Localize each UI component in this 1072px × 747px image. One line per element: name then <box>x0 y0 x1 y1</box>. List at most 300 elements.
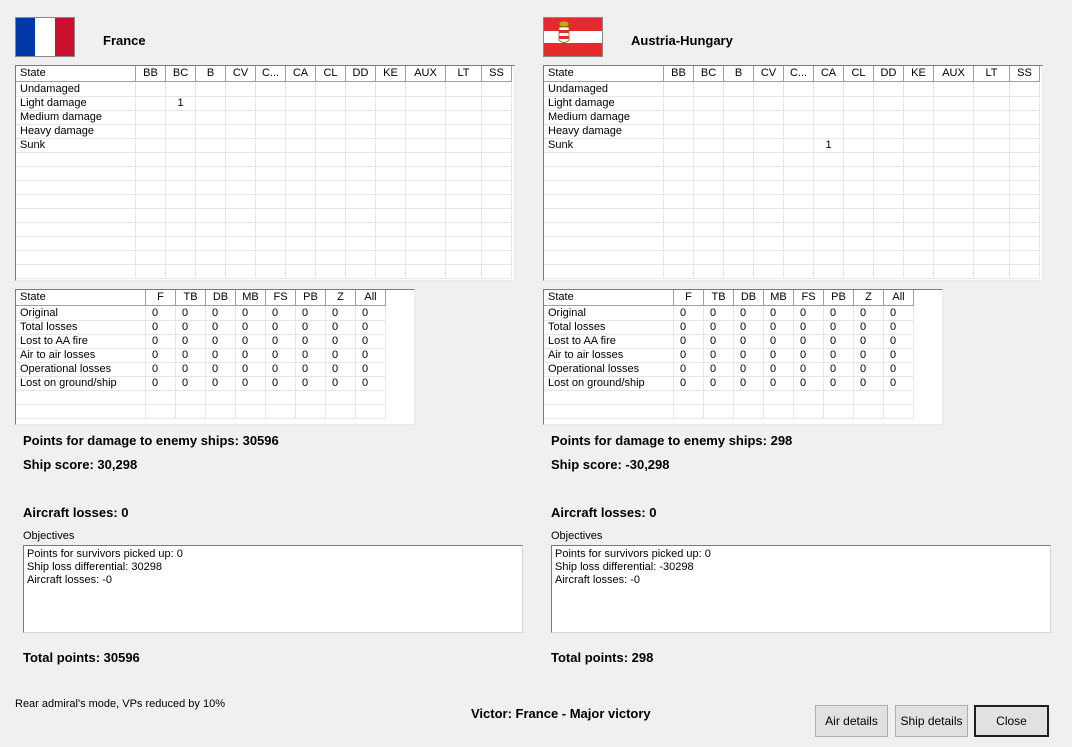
row-value-cell <box>784 223 814 237</box>
table-row[interactable] <box>16 83 512 97</box>
row-value-cell: 0 <box>266 335 296 349</box>
row-value-cell <box>226 237 256 251</box>
row-value-cell <box>286 97 316 111</box>
row-value-cell <box>874 251 904 265</box>
row-value-cell: 0 <box>356 377 386 391</box>
row-value-cell <box>482 125 512 139</box>
ship-damage-table-left[interactable] <box>15 65 515 281</box>
table-row[interactable] <box>16 139 512 153</box>
table-row[interactable] <box>544 335 914 349</box>
column-header[interactable]: DB <box>734 290 764 306</box>
row-value-cell <box>406 209 446 223</box>
row-value-cell <box>974 195 1010 209</box>
row-state-cell <box>16 251 136 265</box>
table-row[interactable] <box>544 321 914 335</box>
row-value-cell: 0 <box>266 349 296 363</box>
row-value-cell <box>824 391 854 405</box>
column-header[interactable]: CA <box>286 66 316 82</box>
row-value-cell <box>376 153 406 167</box>
row-value-cell <box>256 237 286 251</box>
row-value-cell <box>196 209 226 223</box>
row-value-cell: 0 <box>236 335 266 349</box>
row-value-cell: 0 <box>176 363 206 377</box>
row-value-cell <box>974 125 1010 139</box>
row-value-cell <box>814 153 844 167</box>
row-value-cell <box>136 167 166 181</box>
row-value-cell <box>904 167 934 181</box>
row-value-cell <box>136 251 166 265</box>
column-header[interactable]: CV <box>226 66 256 82</box>
row-value-cell <box>196 153 226 167</box>
row-value-cell <box>784 111 814 125</box>
row-value-cell: 0 <box>884 335 914 349</box>
row-value-cell: 0 <box>266 321 296 335</box>
row-value-cell <box>166 153 196 167</box>
ship-table-header <box>16 66 512 82</box>
row-value-cell <box>226 97 256 111</box>
row-state-cell <box>544 209 664 223</box>
row-value-cell <box>884 391 914 405</box>
row-value-cell <box>1010 97 1040 111</box>
table-row[interactable] <box>544 153 1040 167</box>
row-value-cell <box>724 139 754 153</box>
column-header[interactable]: CL <box>316 66 346 82</box>
row-value-cell <box>874 223 904 237</box>
column-header[interactable]: State <box>544 290 674 306</box>
row-value-cell: 0 <box>176 307 206 321</box>
row-value-cell <box>406 181 446 195</box>
row-value-cell <box>286 111 316 125</box>
row-value-cell <box>446 223 482 237</box>
row-value-cell <box>136 139 166 153</box>
table-row[interactable] <box>544 307 914 321</box>
close-button[interactable]: Close <box>974 705 1049 737</box>
row-state-cell <box>16 195 136 209</box>
row-value-cell <box>814 223 844 237</box>
row-value-cell <box>934 111 974 125</box>
ship-damage-table-right[interactable] <box>543 65 1043 281</box>
row-value-cell <box>974 209 1010 223</box>
row-value-cell: 0 <box>764 335 794 349</box>
row-value-cell <box>724 83 754 97</box>
row-value-cell <box>286 181 316 195</box>
table-row[interactable] <box>16 195 512 209</box>
row-value-cell <box>406 223 446 237</box>
row-value-cell <box>664 251 694 265</box>
row-value-cell: 0 <box>674 321 704 335</box>
table-row[interactable] <box>544 349 914 363</box>
row-value-cell <box>316 167 346 181</box>
objectives-box-right[interactable] <box>551 545 1051 633</box>
row-value-cell <box>236 391 266 405</box>
column-header[interactable]: Z <box>326 290 356 306</box>
row-value-cell <box>136 97 166 111</box>
column-header[interactable]: AUX <box>406 66 446 82</box>
row-value-cell <box>1010 265 1040 279</box>
row-value-cell: 0 <box>704 349 734 363</box>
table-row[interactable] <box>16 405 386 419</box>
column-header[interactable]: DD <box>874 66 904 82</box>
column-header[interactable]: BC <box>694 66 724 82</box>
row-value-cell: 0 <box>824 377 854 391</box>
column-header[interactable]: State <box>16 66 136 82</box>
row-state-cell <box>16 265 136 279</box>
row-value-cell: 0 <box>794 377 824 391</box>
table-row[interactable] <box>16 153 512 167</box>
row-value-cell: 0 <box>854 349 884 363</box>
row-value-cell <box>446 111 482 125</box>
table-row[interactable] <box>544 111 1040 125</box>
austria-hungary-flag-graphic <box>544 18 602 56</box>
row-value-cell <box>196 265 226 279</box>
table-row[interactable] <box>544 405 914 419</box>
row-state-cell: Light damage <box>16 97 136 111</box>
column-header[interactable]: SS <box>1010 66 1040 82</box>
row-value-cell <box>286 139 316 153</box>
row-value-cell <box>784 167 814 181</box>
row-value-cell <box>166 111 196 125</box>
table-row[interactable] <box>16 391 386 405</box>
row-value-cell <box>694 223 724 237</box>
row-value-cell <box>814 237 844 251</box>
column-header[interactable]: C... <box>256 66 286 82</box>
row-value-cell <box>316 153 346 167</box>
column-header[interactable]: State <box>16 290 146 306</box>
table-row[interactable] <box>16 307 386 321</box>
row-value-cell <box>904 223 934 237</box>
row-value-cell <box>724 153 754 167</box>
row-value-cell <box>934 237 974 251</box>
table-row[interactable] <box>16 111 512 125</box>
row-value-cell: 0 <box>206 321 236 335</box>
row-state-cell <box>544 405 674 419</box>
row-value-cell: 0 <box>794 307 824 321</box>
table-row[interactable] <box>544 195 1040 209</box>
row-value-cell <box>844 265 874 279</box>
row-value-cell <box>286 237 316 251</box>
table-row[interactable] <box>16 265 512 279</box>
column-header[interactable]: FS <box>794 290 824 306</box>
table-row[interactable] <box>16 237 512 251</box>
row-value-cell <box>166 125 196 139</box>
column-header[interactable]: LT <box>446 66 482 82</box>
row-value-cell <box>794 405 824 419</box>
row-value-cell <box>1010 139 1040 153</box>
column-header[interactable]: C... <box>784 66 814 82</box>
row-value-cell <box>346 153 376 167</box>
row-value-cell <box>316 97 346 111</box>
row-value-cell <box>1010 237 1040 251</box>
table-row[interactable] <box>16 251 512 265</box>
row-value-cell <box>406 153 446 167</box>
column-header[interactable]: B <box>724 66 754 82</box>
table-row[interactable] <box>16 167 512 181</box>
column-header[interactable]: BB <box>664 66 694 82</box>
row-value-cell <box>286 209 316 223</box>
row-value-cell: 0 <box>704 335 734 349</box>
column-header[interactable]: TB <box>176 290 206 306</box>
table-row[interactable] <box>16 377 386 391</box>
column-header[interactable]: All <box>356 290 386 306</box>
row-state-cell: Undamaged <box>16 83 136 97</box>
row-value-cell <box>934 153 974 167</box>
row-value-cell <box>724 251 754 265</box>
row-value-cell <box>1010 181 1040 195</box>
row-value-cell <box>784 97 814 111</box>
row-value-cell: 0 <box>326 307 356 321</box>
flag-stripe-blue <box>16 18 35 56</box>
column-header[interactable]: PB <box>296 290 326 306</box>
row-value-cell <box>974 139 1010 153</box>
row-value-cell <box>196 223 226 237</box>
row-value-cell <box>664 195 694 209</box>
row-value-cell <box>664 181 694 195</box>
row-value-cell <box>784 251 814 265</box>
row-value-cell <box>704 391 734 405</box>
row-value-cell <box>256 181 286 195</box>
row-value-cell <box>874 237 904 251</box>
column-header[interactable]: All <box>884 290 914 306</box>
row-value-cell <box>724 125 754 139</box>
row-value-cell <box>974 167 1010 181</box>
row-value-cell <box>286 167 316 181</box>
row-value-cell <box>316 139 346 153</box>
row-value-cell <box>724 167 754 181</box>
objectives-box-left[interactable] <box>23 545 523 633</box>
air-losses-table-left[interactable] <box>15 289 415 425</box>
table-row[interactable] <box>544 251 1040 265</box>
row-value-cell: 1 <box>814 139 844 153</box>
table-row[interactable] <box>16 321 386 335</box>
row-value-cell <box>754 195 784 209</box>
row-value-cell <box>854 405 884 419</box>
row-value-cell <box>904 181 934 195</box>
row-value-cell <box>664 265 694 279</box>
row-value-cell: 0 <box>764 377 794 391</box>
france-flag <box>15 17 75 57</box>
row-value-cell: 0 <box>674 363 704 377</box>
row-value-cell <box>286 265 316 279</box>
row-value-cell <box>482 237 512 251</box>
row-value-cell <box>974 97 1010 111</box>
row-value-cell <box>406 195 446 209</box>
row-value-cell <box>904 97 934 111</box>
row-value-cell <box>376 265 406 279</box>
row-value-cell <box>694 83 724 97</box>
row-value-cell <box>346 111 376 125</box>
table-row[interactable] <box>16 335 386 349</box>
table-row[interactable] <box>16 363 386 377</box>
row-value-cell <box>256 265 286 279</box>
table-row[interactable] <box>16 181 512 195</box>
row-value-cell <box>482 181 512 195</box>
row-value-cell <box>406 265 446 279</box>
column-header[interactable]: BC <box>166 66 196 82</box>
air-details-button[interactable]: Air details <box>815 705 888 737</box>
column-header[interactable]: B <box>196 66 226 82</box>
table-row[interactable] <box>16 125 512 139</box>
row-value-cell <box>764 391 794 405</box>
row-value-cell <box>724 181 754 195</box>
row-value-cell: 0 <box>704 321 734 335</box>
row-value-cell <box>166 139 196 153</box>
table-row[interactable] <box>544 363 914 377</box>
row-value-cell <box>844 139 874 153</box>
table-row[interactable] <box>16 97 512 111</box>
row-value-cell <box>446 125 482 139</box>
column-header[interactable]: TB <box>704 290 734 306</box>
column-header[interactable]: DB <box>206 290 236 306</box>
row-value-cell <box>844 125 874 139</box>
row-value-cell <box>814 251 844 265</box>
column-header[interactable]: MB <box>764 290 794 306</box>
row-value-cell <box>814 111 844 125</box>
row-value-cell: 0 <box>854 335 884 349</box>
row-value-cell <box>136 125 166 139</box>
mode-note: Rear admiral's mode, VPs reduced by 10% <box>15 698 225 710</box>
row-value-cell <box>754 209 784 223</box>
column-header[interactable]: PB <box>824 290 854 306</box>
row-value-cell: 0 <box>206 377 236 391</box>
row-value-cell: 0 <box>176 377 206 391</box>
column-header[interactable]: BB <box>136 66 166 82</box>
column-header[interactable]: CL <box>844 66 874 82</box>
row-value-cell <box>196 181 226 195</box>
row-value-cell <box>346 237 376 251</box>
row-value-cell: 0 <box>794 321 824 335</box>
row-value-cell <box>874 111 904 125</box>
column-header[interactable]: State <box>544 66 664 82</box>
row-value-cell <box>266 391 296 405</box>
row-value-cell: 0 <box>824 321 854 335</box>
row-value-cell <box>904 83 934 97</box>
air-table-header <box>16 290 386 306</box>
total-points-right: Total points: 298 <box>551 650 654 665</box>
row-value-cell: 0 <box>674 335 704 349</box>
row-value-cell <box>482 195 512 209</box>
row-value-cell <box>934 167 974 181</box>
column-header[interactable]: Z <box>854 290 884 306</box>
row-value-cell <box>694 153 724 167</box>
row-value-cell <box>974 223 1010 237</box>
row-value-cell: 0 <box>356 307 386 321</box>
column-header[interactable]: CV <box>754 66 784 82</box>
row-value-cell <box>974 83 1010 97</box>
column-header[interactable]: SS <box>482 66 512 82</box>
table-row[interactable] <box>544 209 1040 223</box>
row-state-cell: Heavy damage <box>16 125 136 139</box>
row-value-cell <box>934 209 974 223</box>
table-row[interactable] <box>16 223 512 237</box>
column-header[interactable]: F <box>146 290 176 306</box>
row-state-cell <box>16 181 136 195</box>
row-value-cell <box>814 97 844 111</box>
row-value-cell: 0 <box>296 335 326 349</box>
row-state-cell <box>544 391 674 405</box>
row-value-cell: 0 <box>206 363 236 377</box>
row-value-cell <box>446 251 482 265</box>
table-row[interactable] <box>16 209 512 223</box>
table-row[interactable] <box>544 139 1040 153</box>
column-header[interactable]: FS <box>266 290 296 306</box>
column-header[interactable]: DD <box>346 66 376 82</box>
row-value-cell <box>166 83 196 97</box>
row-value-cell <box>874 139 904 153</box>
table-row[interactable] <box>544 181 1040 195</box>
row-value-cell: 0 <box>884 349 914 363</box>
row-value-cell <box>754 265 784 279</box>
row-value-cell <box>724 97 754 111</box>
row-value-cell <box>934 195 974 209</box>
column-header[interactable]: CA <box>814 66 844 82</box>
table-row[interactable] <box>544 265 1040 279</box>
table-row[interactable] <box>544 125 1040 139</box>
row-value-cell <box>694 139 724 153</box>
table-row[interactable] <box>544 391 914 405</box>
row-value-cell <box>664 97 694 111</box>
table-row[interactable] <box>544 83 1040 97</box>
row-value-cell <box>376 139 406 153</box>
table-row[interactable] <box>544 167 1040 181</box>
row-value-cell <box>664 125 694 139</box>
row-value-cell <box>166 251 196 265</box>
row-value-cell <box>286 83 316 97</box>
row-value-cell: 0 <box>824 335 854 349</box>
column-header[interactable]: AUX <box>934 66 974 82</box>
row-value-cell <box>874 153 904 167</box>
row-value-cell <box>934 223 974 237</box>
row-value-cell <box>904 125 934 139</box>
column-header[interactable]: LT <box>974 66 1010 82</box>
row-value-cell <box>376 195 406 209</box>
row-value-cell: 0 <box>236 363 266 377</box>
objective-line: Points for survivors picked up: 0 <box>27 548 183 560</box>
row-value-cell <box>694 167 724 181</box>
row-value-cell <box>136 195 166 209</box>
row-value-cell <box>196 251 226 265</box>
row-value-cell <box>226 223 256 237</box>
row-value-cell <box>724 265 754 279</box>
row-value-cell <box>316 125 346 139</box>
row-value-cell <box>406 139 446 153</box>
row-value-cell <box>196 125 226 139</box>
row-value-cell <box>844 195 874 209</box>
row-value-cell: 0 <box>206 335 236 349</box>
row-value-cell <box>734 391 764 405</box>
column-header[interactable]: KE <box>904 66 934 82</box>
table-row[interactable] <box>544 237 1040 251</box>
row-value-cell <box>326 405 356 419</box>
row-value-cell <box>754 251 784 265</box>
row-value-cell <box>694 97 724 111</box>
row-value-cell <box>694 265 724 279</box>
table-row[interactable] <box>16 349 386 363</box>
row-value-cell: 0 <box>734 335 764 349</box>
air-losses-table-right[interactable] <box>543 289 943 425</box>
row-value-cell <box>446 265 482 279</box>
row-value-cell <box>824 405 854 419</box>
row-value-cell <box>904 195 934 209</box>
aircraft-losses-left: Aircraft losses: 0 <box>23 505 129 520</box>
column-header[interactable]: KE <box>376 66 406 82</box>
column-header[interactable]: MB <box>236 290 266 306</box>
column-header[interactable]: F <box>674 290 704 306</box>
table-row[interactable] <box>544 97 1040 111</box>
row-value-cell <box>784 237 814 251</box>
table-row[interactable] <box>544 223 1040 237</box>
table-row[interactable] <box>544 377 914 391</box>
ship-details-button[interactable]: Ship details <box>895 705 968 737</box>
